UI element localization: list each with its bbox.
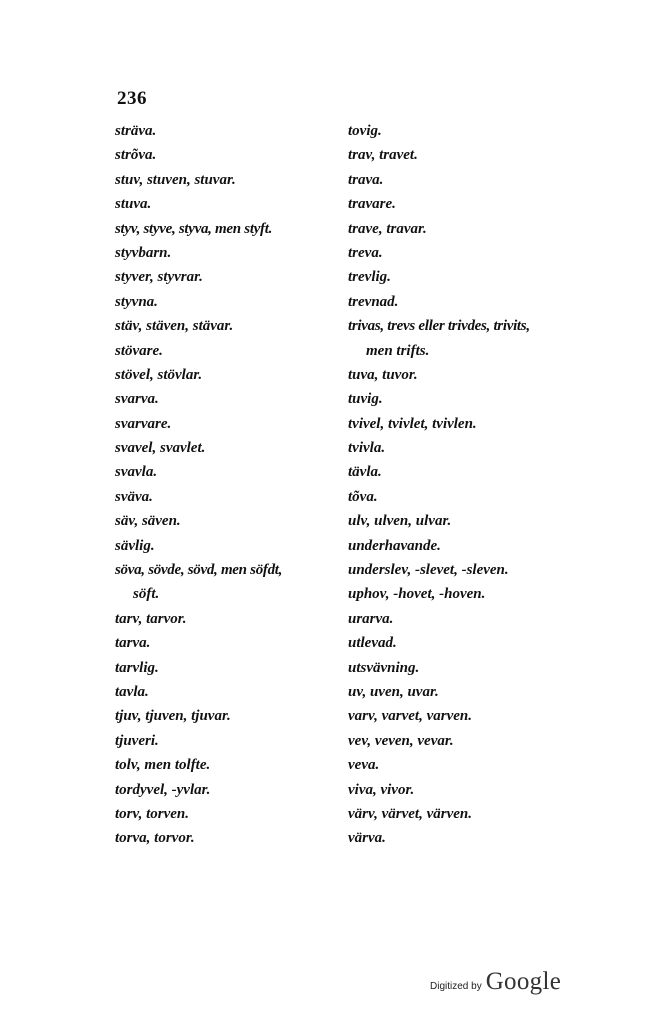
entry-continuation: men trifts.	[366, 342, 430, 359]
entry: vev, veven, vevar.	[348, 732, 454, 749]
entry: tuva, tuvor.	[348, 366, 418, 383]
entry: tarv, tarvor.	[115, 610, 187, 627]
entry: utsvävning.	[348, 659, 420, 676]
entry: trevnad.	[348, 293, 399, 310]
entry: stövel, stövlar.	[115, 366, 203, 383]
entry: värva.	[348, 830, 386, 847]
entry: strõva.	[115, 147, 157, 164]
entry: ulv, ulven, ulvar.	[348, 513, 452, 530]
entry: styv, styve, styva, men styft.	[115, 220, 273, 237]
entry: trav, travet.	[348, 147, 418, 164]
entry: uv, uven, uvar.	[348, 683, 439, 700]
entry: torva, torvor.	[115, 830, 195, 847]
entry: tarvlig.	[115, 659, 159, 676]
right-column	[348, 119, 598, 851]
entry: tõva.	[348, 488, 378, 505]
entry: viva, vivor.	[348, 781, 415, 798]
entry: tovig.	[348, 123, 382, 139]
entry: trivas, trevs eller trivdes, trivits,	[348, 318, 530, 335]
entry: svarva.	[115, 391, 159, 408]
entry: utlevad.	[348, 635, 397, 652]
digitized-watermark	[430, 968, 561, 996]
entry: varv, varvet, varven.	[348, 708, 472, 725]
entry: svarvare.	[115, 415, 172, 432]
entry: trava.	[348, 171, 384, 188]
entry: sträva.	[115, 123, 157, 139]
entry: stuv, stuven, stuvar.	[115, 171, 236, 188]
entry: travare.	[348, 196, 396, 213]
entry: stuva.	[115, 196, 152, 213]
entry: värv, värvet, värven.	[348, 805, 472, 822]
entry-continuation: söft.	[133, 586, 160, 603]
entry: tävla.	[348, 464, 382, 481]
entry: tjuv, tjuven, tjuvar.	[115, 708, 231, 725]
entry: underhavande.	[348, 537, 441, 554]
entry: tjuveri.	[115, 732, 159, 749]
entry: treva.	[348, 244, 383, 261]
entry: sväva.	[115, 488, 153, 505]
entry: styver, styvrar.	[115, 269, 203, 286]
page-number: 236	[117, 88, 147, 109]
entry: söva, sövde, sövd, men söfdt,	[115, 562, 283, 579]
entry: tordyvel, -yvlar.	[115, 781, 211, 798]
entry: stövare.	[115, 342, 163, 359]
digitized-label: Digitized by	[430, 981, 482, 992]
entry: veva.	[348, 757, 380, 774]
entry: tuvig.	[348, 391, 383, 408]
google-logo: Google	[485, 968, 562, 995]
entry: uphov, -hovet, -hoven.	[348, 586, 486, 603]
entry: tvivla.	[348, 440, 386, 457]
entry: stäv, stäven, stävar.	[115, 318, 234, 335]
entry: urarva.	[348, 610, 394, 627]
left-column	[115, 119, 350, 851]
entry: tavla.	[115, 683, 149, 700]
entry: säv, säven.	[115, 513, 181, 530]
entry: trevlig.	[348, 269, 391, 286]
entry: trave, travar.	[348, 220, 427, 237]
entry: svavel, svavlet.	[115, 440, 206, 457]
entry: tarva.	[115, 635, 151, 652]
entry: torv, torven.	[115, 805, 190, 822]
entry: sävlig.	[115, 537, 155, 554]
entry: styvbarn.	[115, 244, 172, 261]
entry: tolv, men tolfte.	[115, 757, 211, 774]
entry: underslev, -slevet, -sleven.	[348, 562, 509, 579]
entry: tvivel, tvivlet, tvivlen.	[348, 415, 477, 432]
entry: svavla.	[115, 464, 158, 481]
entry: styvna.	[115, 293, 158, 310]
